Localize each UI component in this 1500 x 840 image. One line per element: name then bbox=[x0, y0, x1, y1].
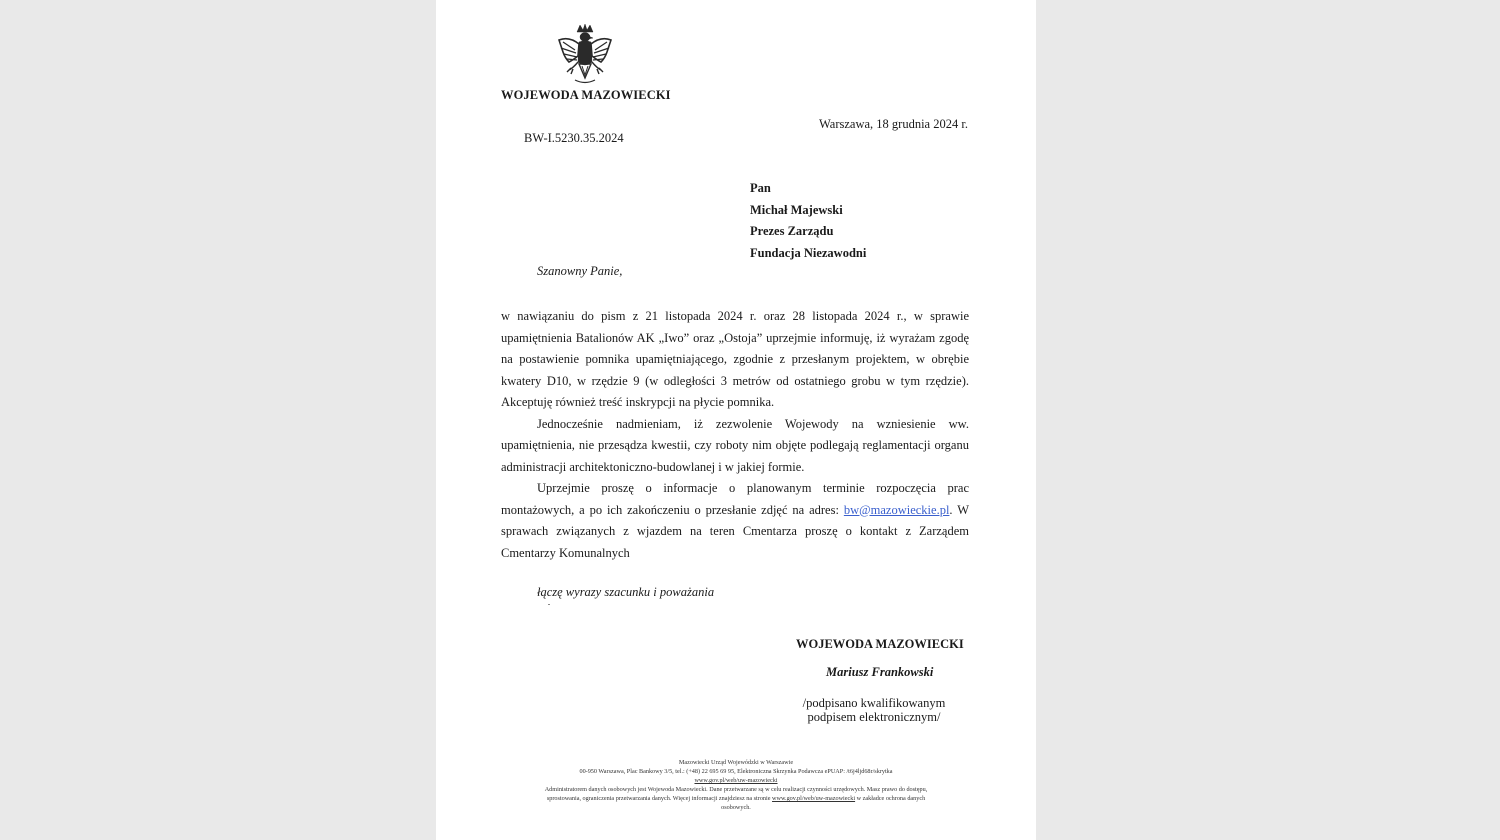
signature-note-line: /podpisano kwalifikowanym bbox=[802, 696, 946, 710]
email-link[interactable]: bw@mazowieckie.pl bbox=[843, 502, 950, 517]
footer-website-link[interactable]: www.gov.pl/web/uw-mazowiecki bbox=[772, 795, 856, 802]
body-paragraph: w nawiązaniu do pism z 21 listopada 2024 r. oraz 28 listopada 2024 r., w sprawie upamiętnienia Batalionów AK „Iwo” oraz „Ostoja” uprzejmie informuję, iż wyrażam zgodę na postawienie pomnika upamiętniającego, zgodnie z przesłanym projektem, w obrębie kwatery D10, w rzędzie 9 (w odległości 3 metrów od ostatniego grobu w tym rzędzie). Akceptuję również treść inskrypcji na płycie pomnika. bbox=[501, 309, 969, 409]
issuer-name: WOJEWODA MAZOWIECKI bbox=[501, 88, 671, 102]
salutation: Szanowny Panie, bbox=[537, 264, 623, 278]
recipient-line: Pan bbox=[750, 181, 771, 195]
footer-text: w zakładce ochrona danych bbox=[855, 795, 926, 802]
letter-body bbox=[501, 306, 969, 564]
recipient-line: Fundacja Niezawodni bbox=[750, 245, 867, 260]
body-paragraph bbox=[501, 478, 969, 564]
footer-line: Administratorem danych osobowych jest Wojewoda Mazowiecki. Dane przetwarzane są w celu realizacji czynności urzędowych. Masz prawo do dostępu, bbox=[544, 786, 928, 793]
signatory-title: WOJEWODA MAZOWIECKI bbox=[796, 637, 964, 651]
letter-date: Warszawa, 18 grudnia 2024 r. bbox=[819, 117, 968, 131]
footer-line: 00-950 Warszawa, Plac Bankowy 3/5, tel.: (+48) 22 695 69 95, Elektroniczna Skrzynka Podawcza ePUAP: /t6j4ljd68r/skrytka bbox=[579, 768, 893, 775]
footer-line bbox=[491, 794, 981, 803]
signature-note-line: podpisem elektronicznym/ bbox=[807, 710, 941, 724]
scan-speck bbox=[548, 604, 550, 605]
body-paragraph: Jednocześnie nadmieniam, iż zezwolenie Wojewody na wzniesienie ww. upamiętnienia, nie przesądza kwestii, czy roboty nim objęte podlegają reglamentacji organu administracji architektoniczno-budowlanej i w jakiej formie. bbox=[501, 416, 969, 474]
signatory-name: Mariusz Frankowski bbox=[826, 665, 934, 679]
footer-website-link[interactable]: www.gov.pl/web/uw-mazowiecki bbox=[694, 777, 778, 784]
reference-number: BW-I.5230.35.2024 bbox=[524, 131, 624, 145]
closing-phrase: łączę wyrazy szacunku i poważania bbox=[537, 585, 715, 599]
body-text: Uprzejmie proszę o informacje o planowanym terminie rozpoczęcia prac montażowych, a po ich zakończeniu o przesłanie zdjęć na adres: bbox=[501, 481, 969, 517]
recipient-line: Michał Majewski bbox=[750, 202, 843, 217]
footer-line: Mazowiecki Urząd Wojewódzki w Warszawie bbox=[678, 759, 794, 766]
recipient-line: Prezes Zarządu bbox=[750, 224, 834, 238]
footer-text: sprostowania, ograniczenia przetwarzania danych. Więcej informacji znajdziesz na stronie bbox=[546, 795, 773, 802]
letter-footer bbox=[491, 758, 981, 812]
signature-note bbox=[799, 696, 949, 724]
footer-line: osobowych. bbox=[721, 804, 751, 811]
document-page bbox=[436, 0, 1036, 840]
recipient-block bbox=[750, 178, 866, 264]
polish-eagle-emblem-icon bbox=[555, 22, 615, 88]
body-text: . W sprawach związanych z wjazdem na teren Cmentarza proszę o kontakt z Zarządem Cmentarzy Komunalnych bbox=[501, 502, 970, 560]
